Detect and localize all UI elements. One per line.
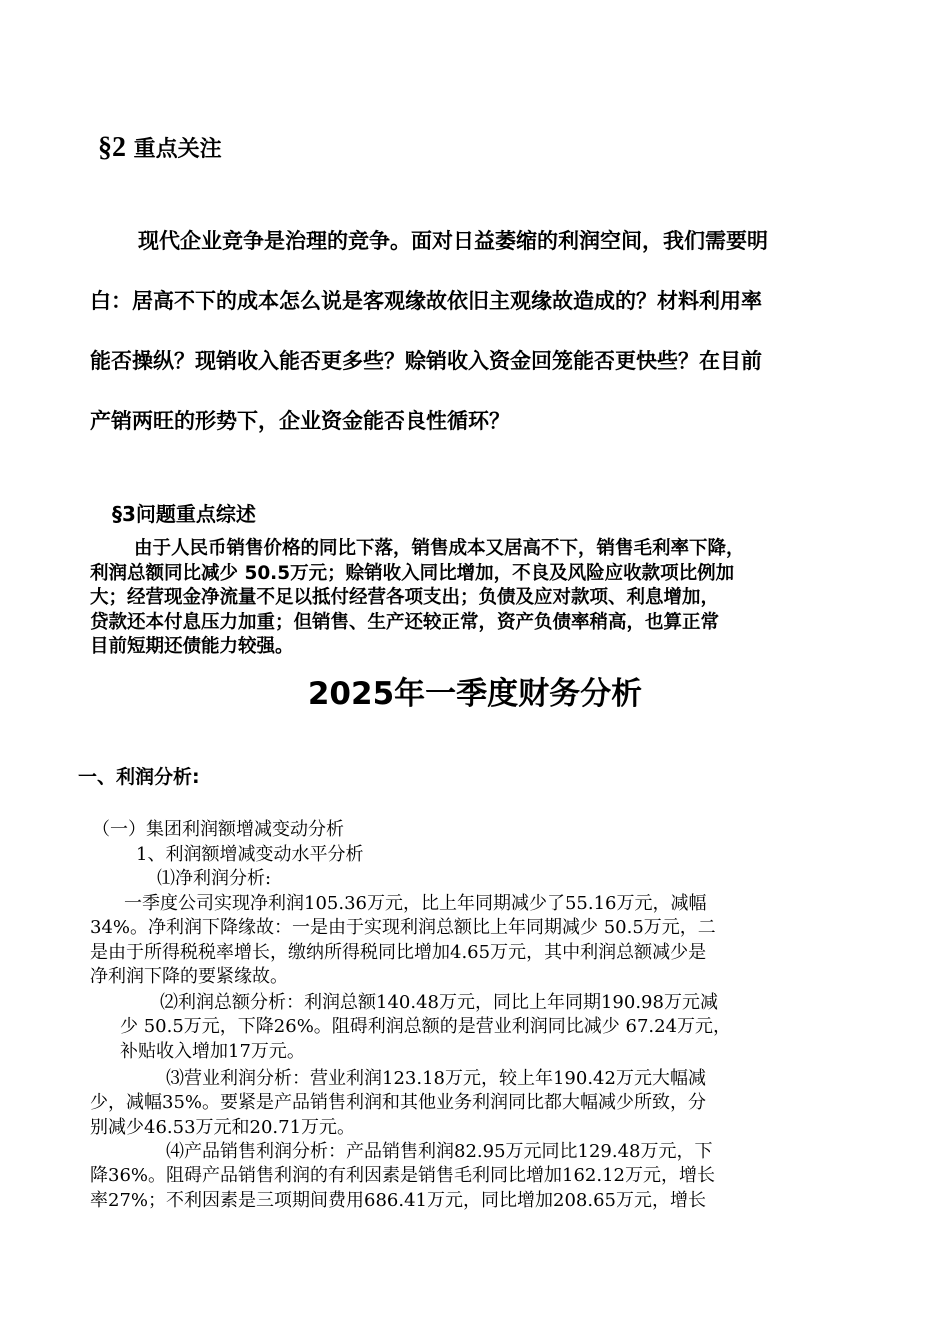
- section3-line: 由于人民币销售价格的同比下落，销售成本又居高不下，销售毛利率下降，: [134, 538, 745, 559]
- section2-line: 能否操纵？现销收入能否更多些？赊销收入资金回笼能否更快些？在目前: [90, 349, 762, 373]
- paragraph-line: 净利润下降的要紧缘故。: [90, 965, 288, 987]
- section3-line: 目前短期还债能力较强。: [90, 636, 294, 657]
- operating-profit-paragraph: [90, 1067, 865, 1140]
- paragraph-line: ⑶营业利润分析：营业利润123.18万元，较上年190.42万元大幅减: [166, 1068, 706, 1089]
- section2-mark: §2: [98, 132, 126, 163]
- paragraph-line: ⑵利润总额分析：利润总额140.48万元，同比上年同期190.98万元减: [160, 992, 718, 1013]
- section3-heading: §3问题重点综述: [112, 502, 256, 526]
- section3-paragraph: [90, 537, 865, 660]
- section2-line: 现代企业竞争是治理的竞争。面对日益萎缩的利润空间，我们需要明: [138, 229, 768, 253]
- document-title: 2025年一季度财务分析: [307, 676, 643, 712]
- paragraph-line: 降36%。阻碍产品销售利润的有利因素是销售毛利同比增加162.12万元，增长: [90, 1165, 715, 1187]
- section2-heading: [98, 132, 222, 164]
- product-sales-profit-paragraph: [90, 1140, 865, 1213]
- paragraph-line: 补贴收入增加17万元。: [120, 1040, 305, 1062]
- heading-profit-analysis: 一、利润分析:: [78, 766, 200, 788]
- paragraph-line: 少 50.5万元，下降26%。阻碍利润总额的是营业利润同比减少 67.24万元，: [120, 1016, 732, 1038]
- section2-title: 重点关注: [133, 137, 222, 162]
- paragraph-line: 率27%；不利因素是三项期间费用686.41万元，同比增加208.65万元，增长: [90, 1189, 706, 1211]
- section2-line: 白：居高不下的成本怎么说是客观缘故依旧主观缘故造成的？材料利用率: [90, 289, 762, 313]
- section2-line: 产销两旺的形势下，企业资金能否良性循环？: [90, 409, 510, 433]
- section3-line: 贷款还本付息压力加重；但销售、生产还较正常，资产负债率稍高，也算正常: [90, 611, 720, 633]
- subheading-profit-change: 1、利润额增减变动水平分析: [136, 844, 364, 865]
- total-profit-paragraph: [120, 991, 865, 1064]
- subheading-group-profit: （一）集团利润额增减变动分析: [92, 819, 344, 840]
- net-profit-heading: ⑴净利润分析:: [157, 868, 272, 889]
- section3-line: 利润总额同比减少 50.5万元；赊销收入同比增加，不良及风险应收款项比例加: [90, 562, 735, 584]
- net-profit-paragraph: [90, 892, 865, 989]
- paragraph-line: ⑷产品销售利润分析：产品销售利润82.95万元同比129.48万元，下: [166, 1141, 713, 1162]
- paragraph-line: 34%。净利润下降缘故：一是由于实现利润总额比上年同期减少 50.5万元，二: [90, 917, 716, 939]
- paragraph-line: 是由于所得税税率增长，缴纳所得税同比增加4.65万元，其中利润总额减少是: [90, 941, 707, 963]
- paragraph-line: 别减少46.53万元和20.71万元。: [90, 1116, 356, 1138]
- paragraph-line: 少，减幅35%。要紧是产品销售利润和其他业务利润同比都大幅减少所致，分: [90, 1092, 707, 1114]
- section3-line: 大；经营现金净流量不足以抵付经营各项支出；负债及应对款项、利息增加，: [90, 587, 720, 608]
- paragraph-line: 一季度公司实现净利润105.36万元，比上年同期减少了55.16万元，减幅: [124, 893, 707, 914]
- section2-paragraph: [90, 211, 860, 451]
